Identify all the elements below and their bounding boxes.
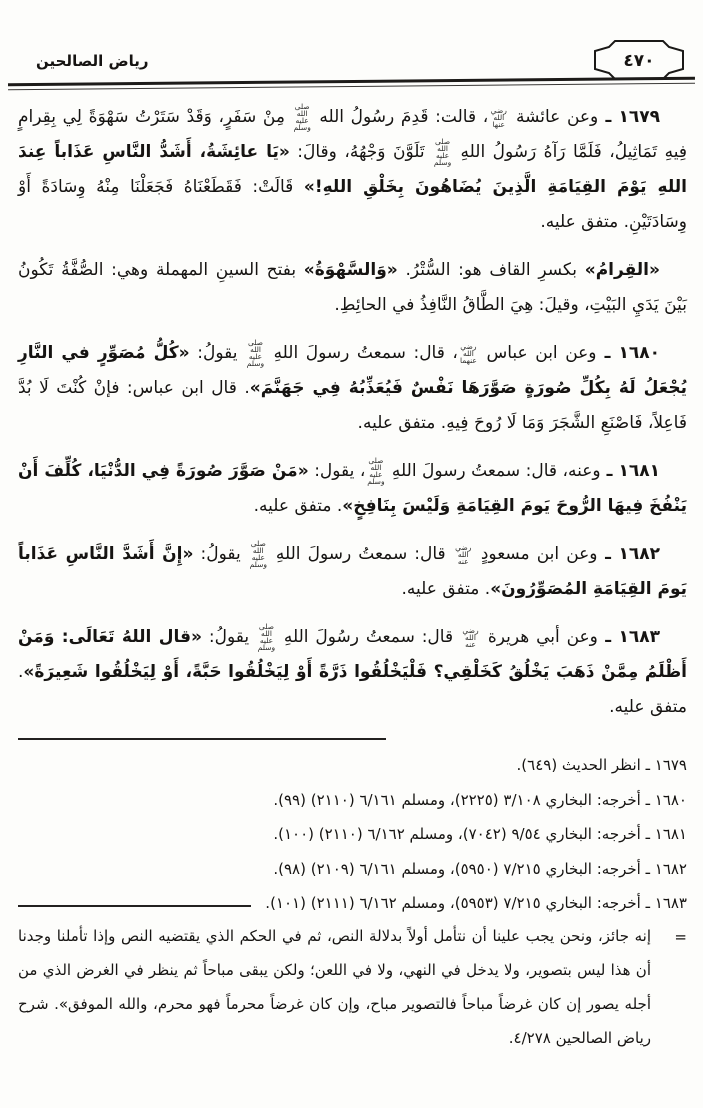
footnote-line: ١٦٨٢ ـ أخرجه: البخاري ٧/٢١٥ (٥٩٥٠)، ومسلم ٦/١٦١ (٢١٠٩) (٩٨). xyxy=(273,859,687,878)
honorific-saw-icon: صلى الله عليه وسلم xyxy=(249,539,267,569)
hadith-paragraph-1679 xyxy=(18,100,687,240)
honorific-saw-icon: صلى الله عليه وسلم xyxy=(293,102,311,132)
text-segment: ١٦٨٠ ـ xyxy=(596,343,661,363)
text-segment: قَالَتْ: فَقَطَعْنَاهُ فَجَعَلْنَا مِنْهُ وِسَادَةً أَوْ وِسَادَتَيْنِ. متفق عليه. xyxy=(18,177,687,232)
text-segment: ، قال: سمعتُ رسولَ اللهِ xyxy=(266,343,458,363)
text-segment: ١٦٧٩ ـ xyxy=(598,107,660,127)
text-segment: قال: سمعتُ رسُولَ اللهِ xyxy=(276,627,460,647)
footnote-line: ١٦٨٠ ـ أخرجه: البخاري ٣/١٠٨ (٢٢٢٥)، ومسلم ٦/١٦١ (٢١١٠) (٩٩). xyxy=(273,790,687,809)
text-segment: ، يقول: xyxy=(308,461,366,481)
text-segment: يقولُ: xyxy=(189,343,245,363)
hadith-paragraph-1683 xyxy=(18,620,687,725)
text-segment: ١٦٨٣ ـ xyxy=(597,627,661,647)
text-segment: «يَا عائِشَةُ، أَشَدُّ النَّاسِ عَذَاباً عِندَ اللهِ يَوْمَ القِيَامَةِ الَّذِينَ يُضَاهُونَ بِخَلْقِ اللهِ!» xyxy=(18,142,687,197)
text-segment: . متفق عليه. xyxy=(18,662,687,717)
footnote-separator xyxy=(18,738,386,740)
text-segment: «مَنْ صَوَّرَ صُورَةً فِي الدُّنْيَا، كُلِّفَ أَنْ يَنْفُخَ فِيهَا الرُّوحَ يَومَ القِيَامَةِ وَلَيْسَ بِنَافِخٍ» xyxy=(18,461,687,516)
honorific-saw-icon: صلى الله عليه وسلم xyxy=(367,456,385,486)
honorific-ra_f-icon: رضي الله عنها xyxy=(490,105,507,129)
text-segment: وعن أبي هريرة xyxy=(480,627,598,647)
text-segment: يقولُ: xyxy=(193,544,248,564)
text-segment: وعن ابن مسعودٍ xyxy=(473,544,598,564)
text-segment: بكسرِ القاف هو: السُّتْرُ. xyxy=(397,260,585,280)
footnote-line: ١٦٨٣ ـ أخرجه: البخاري ٧/٢١٥ (٥٩٥٣)، ومسلم ٦/١٦٢ (٢١١١) (١٠١). xyxy=(265,894,687,912)
text-segment: «إِنَّ أَشَدَّ النَّاسِ عَذَاباً يَومَ القِيَامَةِ المُصَوِّرُونَ» xyxy=(18,544,687,599)
continuation-note-section xyxy=(18,905,687,1055)
text-segment: ١٦٨٢ ـ xyxy=(597,544,660,564)
gloss-paragraph xyxy=(18,253,687,323)
text-segment: ١٦٨١ ـ xyxy=(600,461,661,481)
page-number-cartouche xyxy=(587,38,691,82)
footnotes-section xyxy=(18,738,687,921)
text-segment: قال: سمعتُ رسولَ اللهِ xyxy=(268,544,453,564)
text-segment: بفتح السينِ المهملة وهي: الصُّفَّةُ تَكُونُ بَيْنَ يَدَيِ البَيْتِ، وقيلَ: هِيَ الطَّاقُ النَّافِذُ في الحائِطِ. xyxy=(18,260,687,315)
text-segment: مِنْ سَفَرٍ، وَقَدْ سَتَرْتُ سَهْوَةً لِي بِقِرامٍ فِيهِ تَمَاثِيلُ، فَلَمَّا رَآهُ رَسُولُ اللهِ xyxy=(18,107,687,162)
page-number: ٤٧٠ xyxy=(623,51,655,71)
text-segment: «كُلُّ مُصَوِّرٍ في النَّارِ يُجْعَلُ لَهُ بِكُلِّ صُورَةٍ صَوَّرَهَا نَفْسٌ فَيُعَذِّبُهُ فِي جَهَنَّمَ» xyxy=(18,343,687,398)
footnote-line: ١٦٧٩ ـ انظر الحديث (٦٤٩). xyxy=(516,756,687,774)
honorific-ra_m-icon: رضي الله عنه xyxy=(462,625,479,649)
honorific-saw-icon: صلى الله عليه وسلم xyxy=(246,338,265,368)
continuation-marker: = xyxy=(674,928,687,946)
hadith-text-block xyxy=(18,100,687,738)
text-segment: وعنه، قال: سمعتُ رسولَ اللهِ xyxy=(386,461,601,481)
continuation-note-separator xyxy=(18,905,251,907)
text-segment: ، قالت: قَدِمَ رسُولُ الله xyxy=(312,107,489,127)
honorific-saw-icon: صلى الله عليه وسلم xyxy=(257,622,276,652)
text-segment: «القِرامُ» xyxy=(584,260,660,280)
hadith-paragraph-1681 xyxy=(18,454,687,524)
hadith-paragraph-1682 xyxy=(18,537,687,607)
hadith-paragraph-1680 xyxy=(18,336,687,441)
honorific-ra_m-icon: رضي الله عنه xyxy=(455,542,472,566)
text-segment: يقولُ: xyxy=(202,627,256,647)
honorific-saw-icon: صلى الله عليه وسلم xyxy=(433,137,452,167)
text-segment: . متفق عليه. xyxy=(253,496,343,516)
header-rule-thick xyxy=(8,77,695,87)
honorific-ra_dual-icon: رضي الله عنهما xyxy=(460,341,477,365)
text-segment: «وَالسَّهْوَةُ» xyxy=(303,260,398,280)
text-segment: وعن ابن عباس xyxy=(478,343,597,363)
header-rules xyxy=(8,77,695,91)
continuation-note-row xyxy=(18,919,687,1055)
text-segment: . قال ابن عباس: فإنْ كُنْتَ لَا بُدَّ فَاعِلاً، فَاصْنَعِ الشَّجَرَ وَمَا لَا رُوحَ فِيهِ. متفق عليه. xyxy=(18,378,687,433)
text-segment: . متفق عليه. xyxy=(401,579,491,599)
text-segment: وعن عائشة xyxy=(509,107,599,127)
text-segment: تَلَوَّنَ وَجْهُهُ، وقالَ: xyxy=(289,142,433,162)
continuation-note-text: إنه جائز، ونحن يجب علينا أن نتأمل أولاً بدلالة النص، ثم في الحكم الذي يقتضيه النص وإذا تأملنا وجدنا أن هذا ليس بتصوير، ولا يدخل في النهي، ولا في اللعن؛ ولكن يبقى مباحاً ثم ينظر في الغرض الذي من أجله يصور إن كان غرضاً مباحاً فالتصوير مباح، وإن كان غرضاً محرماً فهو محرم، والله الموفق». شرح رياض الصالحين ٤/٢٧٨. xyxy=(18,927,651,1047)
footnote-line: ١٦٨١ ـ أخرجه: البخاري ٩/٥٤ (٧٠٤٢)، ومسلم ٦/١٦٢ (٢١١٠) (١٠٠). xyxy=(273,825,687,843)
text-segment: «قال اللهُ تَعَالَى: وَمَنْ أَظْلَمُ مِمَّنْ ذَهَبَ يَخْلُقُ كَخَلْقِي؟ فَلْيَخْلُقُوا ذَرَّةً أَوْ لِيَخْلُقُوا حَبَّةً، أَوْ لِيَخْلُقُوا شَعِيرَةً» xyxy=(18,627,687,682)
book-title: رياض الصالحين xyxy=(36,52,149,70)
